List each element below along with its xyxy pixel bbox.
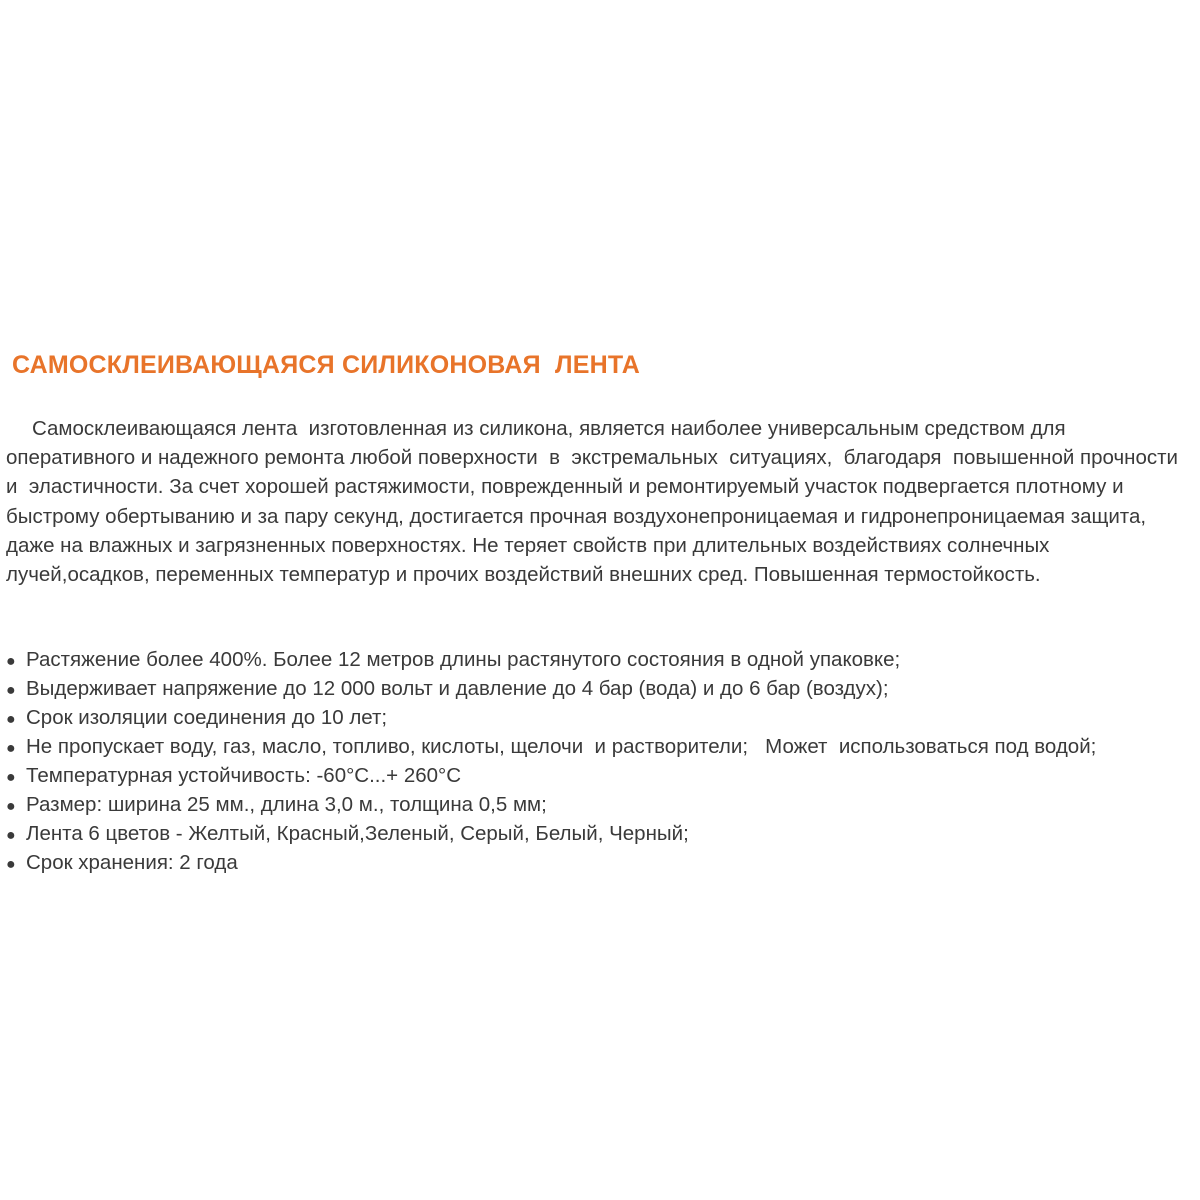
feature-text: Срок изоляции соединения до 10 лет; xyxy=(26,706,388,729)
product-title: САМОСКЛЕИВАЮЩАЯСЯ СИЛИКОНОВАЯ ЛЕНТА xyxy=(12,351,641,379)
feature-item xyxy=(6,848,1192,877)
bullet-icon: ● xyxy=(6,798,16,815)
feature-item xyxy=(6,732,1192,761)
bullet-icon: ● xyxy=(6,856,16,873)
feature-item xyxy=(6,790,1192,819)
bullet-icon: ● xyxy=(6,740,16,757)
feature-item xyxy=(6,645,1192,674)
bullet-icon: ● xyxy=(6,653,16,670)
feature-list xyxy=(6,645,1192,877)
feature-text: Растяжение более 400%. Более 12 метров длины растянутого состояния в одной упаковке; xyxy=(26,648,901,671)
bullet-icon: ● xyxy=(6,682,16,699)
feature-text: Не пропускает воду, газ, масло, топливо, кислоты, щелочи и растворители; Может использоваться под водой; xyxy=(26,735,1097,758)
feature-item xyxy=(6,703,1192,732)
bullet-icon: ● xyxy=(6,769,16,786)
bullet-icon: ● xyxy=(6,711,16,728)
feature-text: Срок хранения: 2 года xyxy=(26,851,238,874)
feature-text: Температурная устойчивость: -60°C...+ 260°C xyxy=(26,764,462,787)
feature-item xyxy=(6,761,1192,790)
product-description: Самосклеивающаяся лента изготовленная из силикона, является наиболее универсальным средством для оперативного и надежного ремонта любой поверхности в экстремальных ситуациях, благодаря повышенной прочности и эластичности. За счет хорошей растяжимости, поврежденный и ремонтируемый участок подвергается плотному и быстрому обертыванию и за пару секунд, достигается прочная воздухонепроницаемая и гидронепроницаемая защита, даже на влажных и загрязненных поверхностях. Не теряет свойств при длительных воздействиях солнечных лучей,осадков, переменных температур и прочих воздействий внешних сред. Повышенная термостойкость. xyxy=(6,417,1190,587)
feature-text: Лента 6 цветов - Желтый, Красный,Зеленый, Серый, Белый, Черный; xyxy=(26,822,689,845)
bullet-icon: ● xyxy=(6,827,16,844)
feature-item xyxy=(6,819,1192,848)
feature-item xyxy=(6,674,1192,703)
feature-text: Размер: ширина 25 мм., длина 3,0 м., толщина 0,5 мм; xyxy=(26,793,547,816)
feature-text: Выдерживает напряжение до 12 000 вольт и давление до 4 бар (вода) и до 6 бар (воздух); xyxy=(26,677,889,700)
